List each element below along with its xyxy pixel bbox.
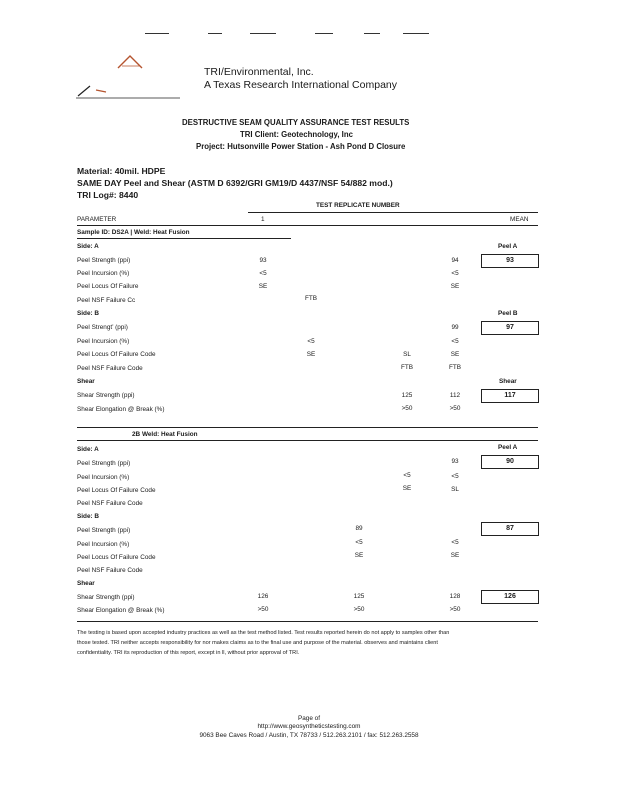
table-cell: 126 bbox=[257, 593, 269, 600]
peel-nsf-label: Peel NSF Failure Code bbox=[77, 567, 143, 574]
mean-value-box: 90 bbox=[481, 455, 539, 469]
table-cell: SE bbox=[402, 485, 412, 492]
peel-strength-label: Peel Strength (ppi) bbox=[77, 257, 131, 264]
company-subtitle: A Texas Research International Company bbox=[204, 79, 397, 91]
website-link[interactable]: http://www.geosyntheticstesting.com bbox=[257, 723, 361, 730]
shear-elongation-label: Shear Elongation @ Break (%) bbox=[77, 406, 165, 413]
mean-value-box: 87 bbox=[481, 522, 539, 536]
table-cell: <5 bbox=[451, 539, 459, 546]
peel-locus-label: Peel Locus Of Failure Code bbox=[77, 554, 156, 561]
divider bbox=[77, 440, 538, 441]
peel-nsf-label: Peel NSF Failure Code bbox=[77, 365, 143, 372]
mean-value-box: 93 bbox=[481, 254, 539, 268]
col-parameter: PARAMETER bbox=[77, 216, 117, 223]
table-cell: 99 bbox=[451, 324, 459, 331]
table-cell: >50 bbox=[401, 405, 413, 412]
sample-2-label: 2B Weld: Heat Fusion bbox=[132, 431, 198, 438]
table-cell: <5 bbox=[451, 338, 459, 345]
header-rule bbox=[250, 33, 276, 34]
table-cell: 125 bbox=[401, 392, 413, 399]
test-method: SAME DAY Peel and Shear (ASTM D 6392/GRI GM19/D 4437/NSF 54/882 mod.) bbox=[77, 178, 393, 188]
table-cell: <5 bbox=[451, 473, 459, 480]
company-name: TRI/Environmental, Inc. bbox=[204, 66, 314, 78]
peel-locus-label: Peel Locus Of Failure Code bbox=[77, 487, 156, 494]
peel-strength-label: Peel Strengt’ (ppi) bbox=[77, 324, 128, 331]
peel-incursion-label: Peel Incursion (%) bbox=[77, 338, 130, 345]
peel-locus-label: Peel Locus Of Failure Code bbox=[77, 351, 156, 358]
shear-strength-label: Shear Strength (ppi) bbox=[77, 392, 135, 399]
table-cell: 128 bbox=[449, 593, 461, 600]
table-cell: <5 bbox=[451, 270, 459, 277]
table-cell: 93 bbox=[259, 257, 267, 264]
report-client: TRI Client: Geotechnology, Inc bbox=[240, 130, 353, 139]
table-cell: SE bbox=[450, 283, 460, 290]
shear-strength-label: Shear Strength (ppi) bbox=[77, 594, 135, 601]
peel-a-label: Peel A bbox=[498, 444, 518, 451]
table-cell: FTB bbox=[400, 364, 414, 371]
report-title: DESTRUCTIVE SEAM QUALITY ASSURANCE TEST RESULTS bbox=[182, 118, 410, 127]
divider bbox=[248, 212, 538, 213]
header-rule bbox=[145, 33, 169, 34]
peel-a-label: Peel A bbox=[498, 243, 518, 250]
page-number: Page of bbox=[297, 715, 321, 722]
side-a-label: Side: A bbox=[77, 243, 99, 250]
col-replicate-1: 1 bbox=[261, 216, 265, 223]
divider bbox=[77, 238, 291, 239]
header-rule bbox=[208, 33, 222, 34]
side-b-label: Side: B bbox=[77, 310, 100, 317]
disclaimer-line: confidentiality. TRI its reproduction of this report, except in ll, without prior approval of TRI. bbox=[77, 650, 300, 656]
table-cell: SE bbox=[306, 351, 316, 358]
col-mean: MEAN bbox=[510, 216, 529, 223]
table-cell: SL bbox=[403, 351, 411, 358]
peel-incursion-label: Peel Incursion (%) bbox=[77, 541, 130, 548]
company-address: 9063 Bee Caves Road / Austin, TX 78733 / 512.263.2101 / fax: 512.263.2558 bbox=[199, 732, 419, 739]
peel-strength-label: Peel Strength (ppi) bbox=[77, 460, 131, 467]
divider bbox=[77, 621, 538, 622]
side-a-label: Side: A bbox=[77, 446, 99, 453]
header-rule bbox=[315, 33, 333, 34]
disclaimer-line: those tested. TRI neither accepts responsibility for nor makes claims as to the final use and purpose of the material. observes and maintains client bbox=[77, 640, 438, 646]
table-cell: <5 bbox=[355, 539, 363, 546]
peel-strength-label: Peel Strength (ppi) bbox=[77, 527, 131, 534]
shear-section-label: Shear bbox=[77, 580, 95, 587]
mean-value-box: 97 bbox=[481, 321, 539, 335]
mean-value-box: 126 bbox=[481, 590, 539, 604]
disclaimer-line: The testing is based upon accepted industry practices as well as the test method listed. Test results reported herein do not apply to samples other than bbox=[77, 630, 450, 636]
sample-1-label: Sample ID: DS2A | Weld: Heat Fusion bbox=[77, 229, 190, 236]
header-rule bbox=[403, 33, 429, 34]
table-cell: SE bbox=[258, 283, 268, 290]
peel-nsf-label: Peel NSF Failure Code bbox=[77, 500, 143, 507]
header-rule bbox=[364, 33, 380, 34]
divider bbox=[77, 427, 538, 428]
table-cell: <5 bbox=[307, 338, 315, 345]
replicate-header: TEST REPLICATE NUMBER bbox=[316, 202, 400, 209]
table-cell: SE bbox=[450, 351, 460, 358]
log-number: TRI Log#: 8440 bbox=[77, 190, 139, 200]
table-cell: 89 bbox=[355, 525, 363, 532]
table-cell: FTB bbox=[448, 364, 462, 371]
peel-incursion-label: Peel Incursion (%) bbox=[77, 474, 130, 481]
table-cell: 125 bbox=[353, 593, 365, 600]
table-cell: SE bbox=[450, 552, 460, 559]
table-cell: SE bbox=[354, 552, 364, 559]
peel-nsf-label: Peel NSF Failure Cc bbox=[77, 297, 136, 304]
mean-value-box: 117 bbox=[481, 389, 539, 403]
table-cell: 93 bbox=[451, 458, 459, 465]
table-cell: FTB bbox=[304, 295, 318, 302]
material: Material: 40mil. HDPE bbox=[77, 166, 166, 176]
peel-b-label: Peel B bbox=[498, 310, 518, 317]
company-logo bbox=[76, 50, 186, 100]
table-cell: <5 bbox=[403, 472, 411, 479]
side-b-label: Side: B bbox=[77, 513, 100, 520]
table-cell: >50 bbox=[353, 606, 365, 613]
table-cell: 112 bbox=[449, 392, 461, 399]
shear-elongation-label: Shear Elongation @ Break (%) bbox=[77, 607, 165, 614]
table-cell: 94 bbox=[451, 257, 459, 264]
table-cell: <5 bbox=[259, 270, 267, 277]
shear-section-label: Shear bbox=[77, 378, 95, 385]
table-cell: SL bbox=[451, 486, 459, 493]
table-cell: >50 bbox=[257, 606, 269, 613]
shear-label: Shear bbox=[499, 378, 517, 385]
peel-incursion-label: Peel Incursion (%) bbox=[77, 270, 130, 277]
table-cell: >50 bbox=[449, 405, 461, 412]
divider bbox=[77, 225, 538, 226]
peel-locus-label: Peel Locus Of Failure bbox=[77, 283, 139, 290]
table-cell: >50 bbox=[449, 606, 461, 613]
report-project: Project: Hutsonville Power Station - Ash Pond D Closure bbox=[196, 142, 406, 151]
